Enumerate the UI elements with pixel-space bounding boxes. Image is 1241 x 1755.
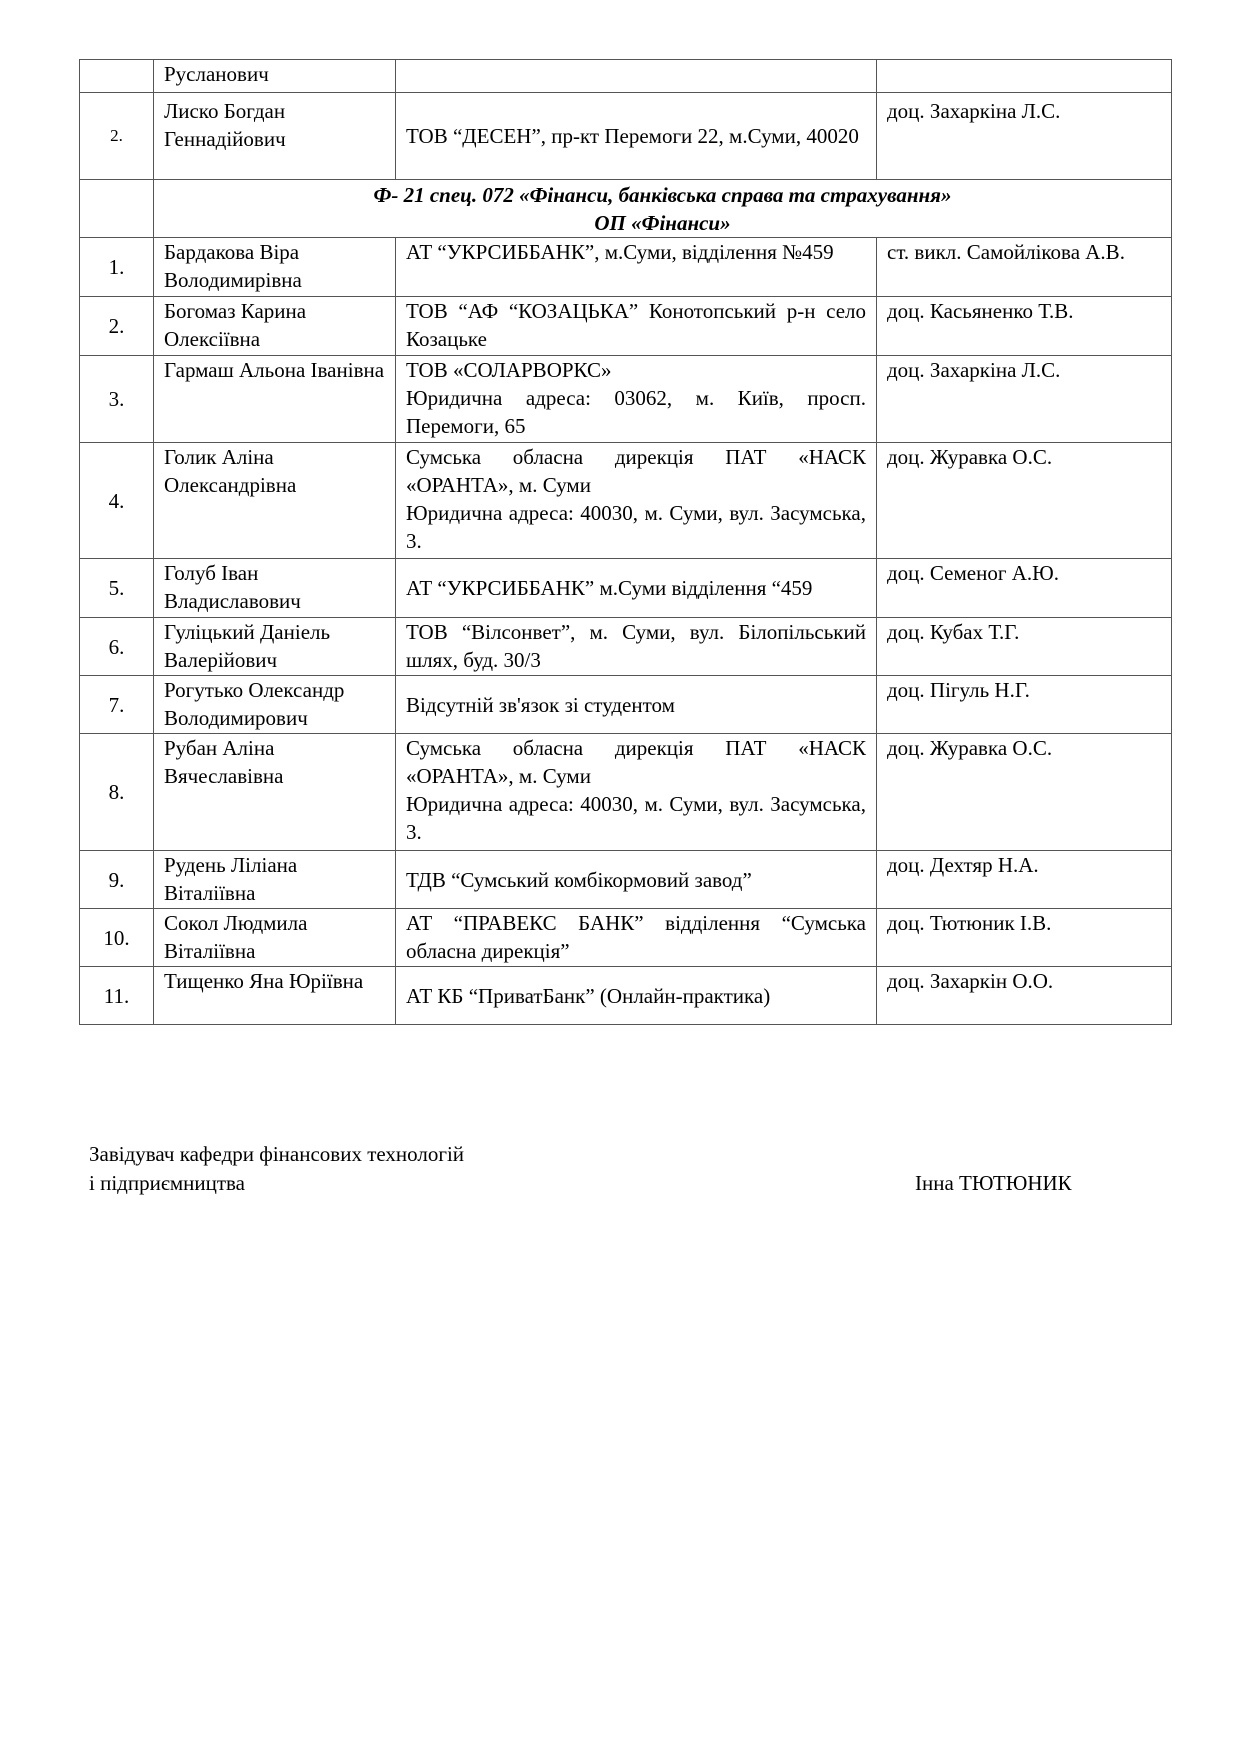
table-row bbox=[80, 618, 1172, 676]
supervisor: доц. Захаркіна Л.С. bbox=[877, 356, 1172, 443]
organization bbox=[396, 967, 877, 1025]
organization bbox=[396, 734, 877, 851]
table-row bbox=[80, 60, 1172, 93]
row-number: 2. bbox=[80, 93, 154, 180]
organization bbox=[396, 559, 877, 618]
supervisor: ст. викл. Самойлікова А.В. bbox=[877, 238, 1172, 297]
supervisor: доц. Кубах Т.Г. bbox=[877, 618, 1172, 676]
organization-name: Сумська обласна дирекція ПАТ «НАСК «ОРАНТА», м. Суми bbox=[406, 736, 866, 788]
organization-name: АТ “УКРСИББАНК” м.Суми відділення “459 bbox=[406, 576, 813, 600]
organization-name: АТ КБ “ПриватБанк” (Онлайн-практика) bbox=[406, 983, 771, 1008]
signature-block-position bbox=[89, 1140, 464, 1198]
position-line-1: Завідувач кафедри фінансових технологій bbox=[89, 1142, 465, 1166]
organization bbox=[396, 356, 877, 443]
table-row bbox=[80, 443, 1172, 559]
organization-name: ТОВ “АФ “КОЗАЦЬКА” Конотопський р-н село Козацьке bbox=[406, 299, 866, 351]
section-header-row bbox=[80, 180, 1172, 238]
table-row bbox=[80, 676, 1172, 734]
supervisor: доц. Семеног А.Ю. bbox=[877, 559, 1172, 618]
organization bbox=[396, 618, 877, 676]
organization bbox=[396, 909, 877, 967]
row-number: 2. bbox=[80, 297, 154, 356]
supervisor: доц. Захаркін О.О. bbox=[877, 967, 1172, 1025]
row-number: 3. bbox=[80, 356, 154, 443]
signatory-name: Інна ТЮТЮНИК bbox=[915, 1171, 1072, 1195]
table-row bbox=[80, 909, 1172, 967]
row-number bbox=[80, 60, 154, 93]
organization bbox=[396, 851, 877, 909]
table-row bbox=[80, 297, 1172, 356]
organization-name: Відсутній зв'язок зі студентом bbox=[406, 692, 675, 717]
organization-address: Юридична адреса: 40030, м. Суми, вул. Засумська, 3. bbox=[406, 792, 866, 844]
student-name: Голик Аліна Олександрівна bbox=[154, 443, 396, 559]
organization-name: Сумська обласна дирекція ПАТ «НАСК «ОРАНТА», м. Суми bbox=[406, 445, 866, 497]
organization bbox=[396, 676, 877, 734]
student-name: Рудень Ліліана Віталіївна bbox=[154, 851, 396, 909]
student-name: Лиско Богдан Геннадійович bbox=[154, 93, 396, 180]
student-name: Богомаз Карина Олексіївна bbox=[154, 297, 396, 356]
practice-assignment-table bbox=[79, 59, 1172, 1025]
table-row bbox=[80, 356, 1172, 443]
organization-name: АТ “УКРСИББАНК”, м.Суми, відділення №459 bbox=[406, 240, 834, 264]
organization bbox=[396, 297, 877, 356]
student-name: Рогутько Олександр Володимирович bbox=[154, 676, 396, 734]
organization bbox=[396, 238, 877, 297]
student-name: Голуб Іван Владиславович bbox=[154, 559, 396, 618]
row-number: 4. bbox=[80, 443, 154, 559]
organization: ТОВ “ДЕСЕН”, пр-кт Перемоги 22, м.Суми, 40020 bbox=[396, 93, 877, 180]
student-name: Бардакова Віра Володимирівна bbox=[154, 238, 396, 297]
section-title: Ф- 21 спец. 072 «Фінанси, банківська справа та страхування» bbox=[373, 182, 952, 207]
organization bbox=[396, 443, 877, 559]
table-row bbox=[80, 967, 1172, 1025]
supervisor: доц. Журавка О.С. bbox=[877, 443, 1172, 559]
organization-name: ТОВ «СОЛАРВОРКС» bbox=[406, 358, 612, 382]
row-number: 10. bbox=[80, 909, 154, 967]
row-number: 1. bbox=[80, 238, 154, 297]
table-row bbox=[80, 93, 1172, 180]
supervisor: доц. Захаркіна Л.С. bbox=[877, 93, 1172, 180]
table-row bbox=[80, 851, 1172, 909]
table-row bbox=[80, 734, 1172, 851]
student-name: Рубан Аліна Вячеславівна bbox=[154, 734, 396, 851]
row-number: 8. bbox=[80, 734, 154, 851]
supervisor bbox=[877, 60, 1172, 93]
table-row bbox=[80, 559, 1172, 618]
row-number: 11. bbox=[80, 967, 154, 1025]
organization-name: АТ “ПРАВЕКС БАНК” відділення “Сумська обласна дирекція” bbox=[406, 911, 866, 963]
supervisor: доц. Пігуль Н.Г. bbox=[877, 676, 1172, 734]
supervisor: доц. Тютюник І.В. bbox=[877, 909, 1172, 967]
student-name: Гуліцький Даніель Валерійович bbox=[154, 618, 396, 676]
supervisor: доц. Журавка О.С. bbox=[877, 734, 1172, 851]
row-number: 6. bbox=[80, 618, 154, 676]
organization-address: Юридична адреса: 40030, м. Суми, вул. Засумська, 3. bbox=[406, 501, 866, 553]
student-name: Русланович bbox=[154, 60, 396, 93]
organization-name: ТДВ “Сумський комбікормовий завод” bbox=[406, 867, 752, 892]
organization-name: ТОВ “Вілсонвет”, м. Суми, вул. Білопільський шлях, буд. 30/3 bbox=[406, 620, 866, 672]
table-row bbox=[80, 238, 1172, 297]
position-line-2: і підприємництва bbox=[89, 1171, 245, 1195]
student-name: Гармаш Альона Іванівна bbox=[154, 356, 396, 443]
supervisor: доц. Касьяненко Т.В. bbox=[877, 297, 1172, 356]
section-subtitle: ОП «Фінанси» bbox=[594, 210, 731, 235]
student-name: Тищенко Яна Юріївна bbox=[154, 967, 396, 1025]
student-name: Сокол Людмила Віталіївна bbox=[154, 909, 396, 967]
row-number: 5. bbox=[80, 559, 154, 618]
organization-address: Юридична адреса: 03062, м. Київ, просп. Перемоги, 65 bbox=[406, 386, 866, 438]
supervisor: доц. Дехтяр Н.А. bbox=[877, 851, 1172, 909]
row-number: 7. bbox=[80, 676, 154, 734]
row-number: 9. bbox=[80, 851, 154, 909]
organization bbox=[396, 60, 877, 93]
